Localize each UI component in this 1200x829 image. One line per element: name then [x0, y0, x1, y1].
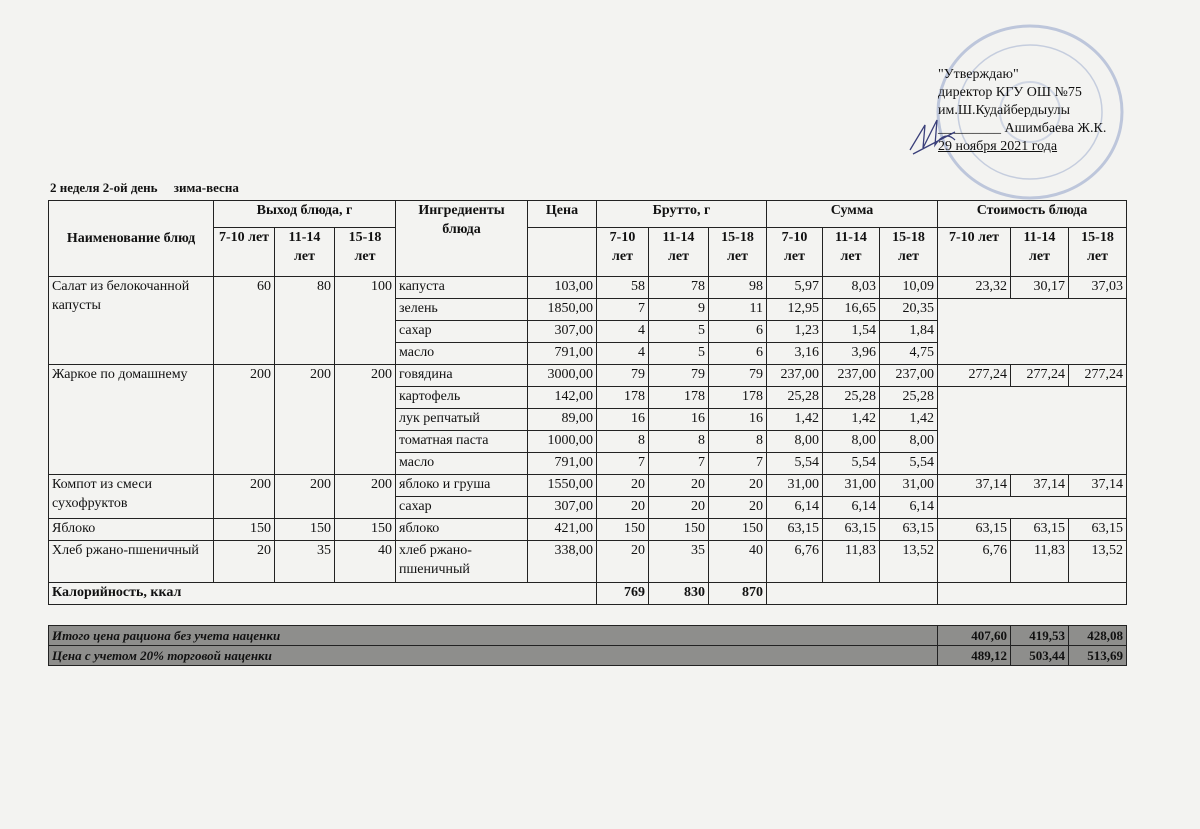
dish-yield: 200	[214, 365, 275, 475]
ingredient-brutto: 7	[597, 299, 649, 321]
dish-cost-blank	[938, 387, 1127, 475]
dish-yield: 150	[214, 519, 275, 541]
menu-table	[48, 200, 1127, 605]
header-dish-name: Наименование блюд	[49, 201, 214, 277]
header-age-cost: 11-14 лет	[1011, 228, 1069, 277]
ingredient-brutto: 20	[597, 541, 649, 583]
ingredient-brutto: 7	[597, 453, 649, 475]
header-ingredients: Ингредиенты блюда	[396, 201, 528, 277]
header-sum: Сумма	[767, 201, 938, 228]
ingredient-price: 1550,00	[528, 475, 597, 497]
calories-blank	[938, 583, 1127, 605]
ingredient-brutto: 20	[649, 475, 709, 497]
ingredient-brutto: 8	[709, 431, 767, 453]
ingredient-brutto: 7	[709, 453, 767, 475]
dish-cost: 23,32	[938, 277, 1011, 299]
ingredient-sum: 1,84	[880, 321, 938, 343]
dish-name: Жаркое по домашнему	[49, 365, 214, 475]
header-age-yield: 11-14 лет	[275, 228, 335, 277]
ingredient-sum: 5,97	[767, 277, 823, 299]
ingredient-brutto: 4	[597, 343, 649, 365]
totals-row	[49, 626, 1127, 646]
ingredient-brutto: 8	[597, 431, 649, 453]
ingredient-brutto: 5	[649, 321, 709, 343]
header-cost: Стоимость блюда	[938, 201, 1127, 228]
ingredient-price: 3000,00	[528, 365, 597, 387]
table-row	[49, 541, 1127, 583]
ingredient-sum: 6,76	[767, 541, 823, 583]
ingredient-sum: 5,54	[767, 453, 823, 475]
approval-line: _________ Ашимбаева Ж.К.	[938, 121, 1107, 136]
ingredient-sum: 1,42	[823, 409, 880, 431]
approval-line: директор КГУ ОШ №75	[938, 85, 1082, 100]
ingredient-sum: 1,54	[823, 321, 880, 343]
dish-yield: 200	[335, 475, 396, 519]
ingredient-brutto: 58	[597, 277, 649, 299]
dish-yield: 20	[214, 541, 275, 583]
season-label: зима-весна	[173, 180, 239, 195]
ingredient-brutto: 6	[709, 343, 767, 365]
dish-cost-blank	[938, 299, 1127, 365]
calories-value: 830	[649, 583, 709, 605]
signature-icon	[905, 110, 965, 160]
ingredient-price: 1850,00	[528, 299, 597, 321]
ingredient-brutto: 5	[649, 343, 709, 365]
ingredient-sum: 31,00	[880, 475, 938, 497]
ingredient-brutto: 20	[597, 497, 649, 519]
ingredient-sum: 6,14	[767, 497, 823, 519]
ingredient-brutto: 6	[709, 321, 767, 343]
ingredient-brutto: 79	[649, 365, 709, 387]
ingredient-brutto: 178	[709, 387, 767, 409]
dish-cost: 63,15	[1011, 519, 1069, 541]
header-age-sum: 15-18 лет	[880, 228, 938, 277]
ingredient-price: 791,00	[528, 453, 597, 475]
ingredient-price: 89,00	[528, 409, 597, 431]
ingredient-sum: 1,42	[767, 409, 823, 431]
ingredient-brutto: 78	[649, 277, 709, 299]
table-row	[49, 365, 1127, 387]
ingredient-price: 103,00	[528, 277, 597, 299]
ingredient-sum: 6,14	[880, 497, 938, 519]
totals-value: 513,69	[1069, 646, 1127, 666]
dish-yield: 200	[275, 365, 335, 475]
ingredient-sum: 8,00	[767, 431, 823, 453]
ingredient-name: картофель	[396, 387, 528, 409]
ingredient-brutto: 9	[649, 299, 709, 321]
header-price-blank	[528, 228, 597, 277]
ingredient-sum: 1,23	[767, 321, 823, 343]
dish-name: Хлеб ржано-пшеничный	[49, 541, 214, 583]
ingredient-brutto: 7	[649, 453, 709, 475]
ingredient-brutto: 178	[597, 387, 649, 409]
ingredient-sum: 3,16	[767, 343, 823, 365]
header-age-brutto: 7-10 лет	[597, 228, 649, 277]
ingredient-price: 1000,00	[528, 431, 597, 453]
ingredient-name: сахар	[396, 497, 528, 519]
ingredient-sum: 63,15	[880, 519, 938, 541]
ingredient-sum: 237,00	[767, 365, 823, 387]
ingredient-sum: 25,28	[880, 387, 938, 409]
ingredient-sum: 4,75	[880, 343, 938, 365]
totals-value: 419,53	[1011, 626, 1069, 646]
totals-value: 503,44	[1011, 646, 1069, 666]
ingredient-name: яблоко	[396, 519, 528, 541]
dish-cost: 277,24	[1069, 365, 1127, 387]
dish-name: Яблоко	[49, 519, 214, 541]
ingredient-sum: 63,15	[823, 519, 880, 541]
dish-yield: 35	[275, 541, 335, 583]
dish-cost: 30,17	[1011, 277, 1069, 299]
dish-cost: 37,14	[938, 475, 1011, 497]
dish-cost-blank	[938, 497, 1127, 519]
dish-cost: 37,14	[1011, 475, 1069, 497]
ingredient-brutto: 16	[709, 409, 767, 431]
ingredient-brutto: 40	[709, 541, 767, 583]
dish-name: Салат из белокочанной капусты	[49, 277, 214, 365]
dish-yield: 200	[275, 475, 335, 519]
dish-cost: 11,83	[1011, 541, 1069, 583]
header-age-brutto: 11-14 лет	[649, 228, 709, 277]
ingredient-name: сахар	[396, 321, 528, 343]
approval-date: 29 ноября 2021 года	[938, 139, 1058, 154]
page-title	[50, 180, 239, 196]
ingredient-brutto: 150	[649, 519, 709, 541]
dish-name: Компот из смеси сухофруктов	[49, 475, 214, 519]
ingredient-brutto: 79	[597, 365, 649, 387]
dish-cost: 277,24	[938, 365, 1011, 387]
dish-yield: 200	[214, 475, 275, 519]
ingredient-sum: 8,03	[823, 277, 880, 299]
ingredient-brutto: 79	[709, 365, 767, 387]
ingredient-sum: 6,14	[823, 497, 880, 519]
dish-cost: 63,15	[938, 519, 1011, 541]
header-age-sum: 7-10 лет	[767, 228, 823, 277]
header-yield: Выход блюда, г	[214, 201, 396, 228]
totals-value: 428,08	[1069, 626, 1127, 646]
ingredient-price: 307,00	[528, 321, 597, 343]
ingredient-sum: 20,35	[880, 299, 938, 321]
ingredient-brutto: 20	[709, 475, 767, 497]
ingredient-name: масло	[396, 453, 528, 475]
header-age-cost: 7-10 лет	[938, 228, 1011, 277]
dish-cost: 37,14	[1069, 475, 1127, 497]
totals-row	[49, 646, 1127, 666]
calories-value: 870	[709, 583, 767, 605]
ingredient-name: хлеб ржано-пшеничный	[396, 541, 528, 583]
header-age-yield: 15-18 лет	[335, 228, 396, 277]
dish-cost: 6,76	[938, 541, 1011, 583]
ingredient-sum: 63,15	[767, 519, 823, 541]
week-day-label: 2 неделя 2-ой день	[50, 180, 158, 195]
ingredient-name: яблоко и груша	[396, 475, 528, 497]
header-brutto: Брутто, г	[597, 201, 767, 228]
ingredient-sum: 25,28	[823, 387, 880, 409]
ingredient-sum: 8,00	[823, 431, 880, 453]
ingredient-brutto: 20	[597, 475, 649, 497]
approval-line: им.Ш.Кудайбердыулы	[938, 103, 1070, 118]
calories-value: 769	[597, 583, 649, 605]
ingredient-brutto: 16	[649, 409, 709, 431]
ingredient-sum: 25,28	[767, 387, 823, 409]
ingredient-brutto: 16	[597, 409, 649, 431]
ingredient-sum: 31,00	[767, 475, 823, 497]
ingredient-sum: 237,00	[880, 365, 938, 387]
ingredient-name: лук репчатый	[396, 409, 528, 431]
dish-yield: 60	[214, 277, 275, 365]
dish-yield: 80	[275, 277, 335, 365]
ingredient-sum: 11,83	[823, 541, 880, 583]
totals-value: 489,12	[938, 646, 1011, 666]
ingredient-sum: 237,00	[823, 365, 880, 387]
ingredient-brutto: 11	[709, 299, 767, 321]
ingredient-price: 338,00	[528, 541, 597, 583]
dish-yield: 40	[335, 541, 396, 583]
ingredient-brutto: 20	[649, 497, 709, 519]
ingredient-price: 421,00	[528, 519, 597, 541]
ingredient-sum: 3,96	[823, 343, 880, 365]
ingredient-brutto: 8	[649, 431, 709, 453]
dish-cost: 277,24	[1011, 365, 1069, 387]
approval-line: "Утверждаю"	[938, 67, 1019, 82]
calories-blank	[767, 583, 938, 605]
totals-table	[48, 625, 1127, 666]
ingredient-name: томатная паста	[396, 431, 528, 453]
ingredient-price: 307,00	[528, 497, 597, 519]
ingredient-sum: 1,42	[880, 409, 938, 431]
ingredient-sum: 5,54	[823, 453, 880, 475]
ingredient-brutto: 4	[597, 321, 649, 343]
dish-cost: 13,52	[1069, 541, 1127, 583]
ingredient-price: 791,00	[528, 343, 597, 365]
ingredient-brutto: 20	[709, 497, 767, 519]
header-price: Цена	[528, 201, 597, 228]
ingredient-name: говядина	[396, 365, 528, 387]
ingredient-sum: 13,52	[880, 541, 938, 583]
ingredient-name: зелень	[396, 299, 528, 321]
ingredient-price: 142,00	[528, 387, 597, 409]
dish-cost: 63,15	[1069, 519, 1127, 541]
ingredient-sum: 10,09	[880, 277, 938, 299]
table-row	[49, 519, 1127, 541]
table-row	[49, 475, 1127, 497]
ingredient-brutto: 150	[709, 519, 767, 541]
ingredient-sum: 16,65	[823, 299, 880, 321]
ingredient-name: капуста	[396, 277, 528, 299]
header-age-brutto: 15-18 лет	[709, 228, 767, 277]
header-age-yield: 7-10 лет	[214, 228, 275, 277]
ingredient-brutto: 178	[649, 387, 709, 409]
dish-cost: 37,03	[1069, 277, 1127, 299]
ingredient-brutto: 98	[709, 277, 767, 299]
calories-row	[49, 583, 1127, 605]
dish-yield: 200	[335, 365, 396, 475]
header-age-cost: 15-18 лет	[1069, 228, 1127, 277]
dish-yield: 150	[335, 519, 396, 541]
table-row	[49, 277, 1127, 299]
header-age-sum: 11-14 лет	[823, 228, 880, 277]
ingredient-sum: 5,54	[880, 453, 938, 475]
totals-label: Цена с учетом 20% торговой наценки	[49, 646, 938, 666]
ingredient-name: масло	[396, 343, 528, 365]
totals-label: Итого цена рациона без учета наценки	[49, 626, 938, 646]
dish-yield: 150	[275, 519, 335, 541]
ingredient-brutto: 150	[597, 519, 649, 541]
ingredient-sum: 31,00	[823, 475, 880, 497]
calories-label: Калорийность, ккал	[49, 583, 597, 605]
dish-yield: 100	[335, 277, 396, 365]
ingredient-sum: 8,00	[880, 431, 938, 453]
totals-value: 407,60	[938, 626, 1011, 646]
ingredient-sum: 12,95	[767, 299, 823, 321]
ingredient-brutto: 35	[649, 541, 709, 583]
